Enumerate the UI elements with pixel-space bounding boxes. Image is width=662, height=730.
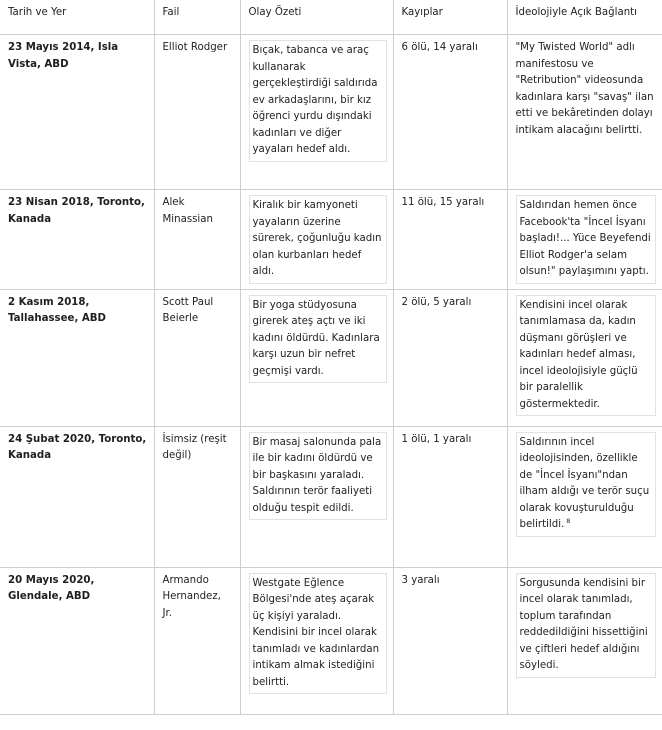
connection-text: Kendisini incel olarak tanımlamasa da, kadın düşmanı görüşleri ve kadınları hedef alması, incel ideolojisiyle güçlü bir paralellik göstermektedir.	[516, 295, 657, 417]
column-header-summary: Olay Özeti	[240, 0, 393, 35]
table-row	[0, 426, 662, 567]
ideology-connection-cell: "My Twisted World" adlı manifestosu ve "Retribution" videosunda kadınlara karşı "savaş" ilan etti ve bekâretinden dolayı intikam alacağını belirtti.	[507, 35, 662, 190]
column-header-casualties: Kayıplar	[393, 0, 507, 35]
table-row	[0, 190, 662, 290]
ideology-connection-cell	[507, 567, 662, 714]
summary-text: Bir yoga stüdyosuna girerek ateş açtı ve iki kadını öldürdü. Kadınlara karşı uzun bir nefret geçmişi vardı.	[249, 295, 387, 384]
summary-text: Bir masaj salonunda pala ile bir kadını öldürdü ve bir başkasını yaraladı. Saldırının terör faaliyeti olduğu tespit edildi.	[249, 432, 387, 521]
perpetrator-cell: Elliot Rodger	[154, 35, 240, 190]
summary-text: Kiralık bir kamyoneti yayaların üzerine sürerek, çoğunluğu kadın olan kurbanları hedef aldı.	[249, 195, 387, 284]
summary-cell	[240, 35, 393, 190]
table-row	[0, 289, 662, 426]
summary-text: Westgate Eğlence Bölgesi'nde ateş açarak üç kişiyi yaraladı. Kendisini bir incel olarak tanımladı ve kadınlardan intikam almak istediğini belirtti.	[249, 573, 387, 695]
summary-text: Bıçak, tabanca ve araç kullanarak gerçekleştirdiği saldırıda ev arkadaşlarını, bir kız öğrenci yurdu dışındaki kadınları ve diğer yayaları hedef aldı.	[249, 40, 387, 162]
date-location-cell: 20 Mayıs 2020, Glendale, ABD	[0, 567, 154, 714]
casualties-cell: 3 yaralı	[393, 567, 507, 714]
perpetrator-cell: Scott Paul Beierle	[154, 289, 240, 426]
casualties-cell: 11 ölü, 15 yaralı	[393, 190, 507, 290]
header-row	[0, 0, 662, 35]
footnote-marker: 8	[566, 516, 571, 525]
perpetrator-cell: Alek Minassian	[154, 190, 240, 290]
summary-cell	[240, 190, 393, 290]
date-location-cell: 23 Mayıs 2014, Isla Vista, ABD	[0, 35, 154, 190]
connection-text	[516, 432, 657, 537]
date-location-cell: 23 Nisan 2018, Toronto, Kanada	[0, 190, 154, 290]
perpetrator-cell: İsimsiz (reşit değil)	[154, 426, 240, 567]
ideology-connection-cell	[507, 190, 662, 290]
perpetrator-cell: Armando Hernandez, Jr.	[154, 567, 240, 714]
summary-cell	[240, 426, 393, 567]
connection-body: Saldırının incel ideolojisinden, özellikle de "İncel İsyanı"ndan ilham aldığı ve terör suçu olarak kovuşturulduğu belirtildi.	[519, 436, 650, 530]
summary-cell	[240, 567, 393, 714]
ideology-connection-cell	[507, 426, 662, 567]
table-row	[0, 35, 662, 190]
column-header-date-location: Tarih ve Yer	[0, 0, 154, 35]
casualties-cell: 2 ölü, 5 yaralı	[393, 289, 507, 426]
ideology-connection-cell	[507, 289, 662, 426]
casualties-cell: 6 ölü, 14 yaralı	[393, 35, 507, 190]
casualties-cell: 1 ölü, 1 yaralı	[393, 426, 507, 567]
connection-text: Sorgusunda kendisini bir incel olarak tanımladı, toplum tarafından reddedildiğini hissettiğini ve çiftleri hedef aldığını söyledi.	[516, 573, 657, 678]
summary-cell	[240, 289, 393, 426]
table-row	[0, 567, 662, 714]
column-header-ideology-connection: İdeolojiyle Açık Bağlantı	[507, 0, 662, 35]
date-location-cell: 2 Kasım 2018, Tallahassee, ABD	[0, 289, 154, 426]
column-header-perpetrator: Fail	[154, 0, 240, 35]
date-location-cell: 24 Şubat 2020, Toronto, Kanada	[0, 426, 154, 567]
connection-text: Saldırıdan hemen önce Facebook'ta "İncel İsyanı başladı!... Yüce Beyefendi Elliot Rodger'a selam olsun!" paylaşımını yaptı.	[516, 195, 657, 284]
